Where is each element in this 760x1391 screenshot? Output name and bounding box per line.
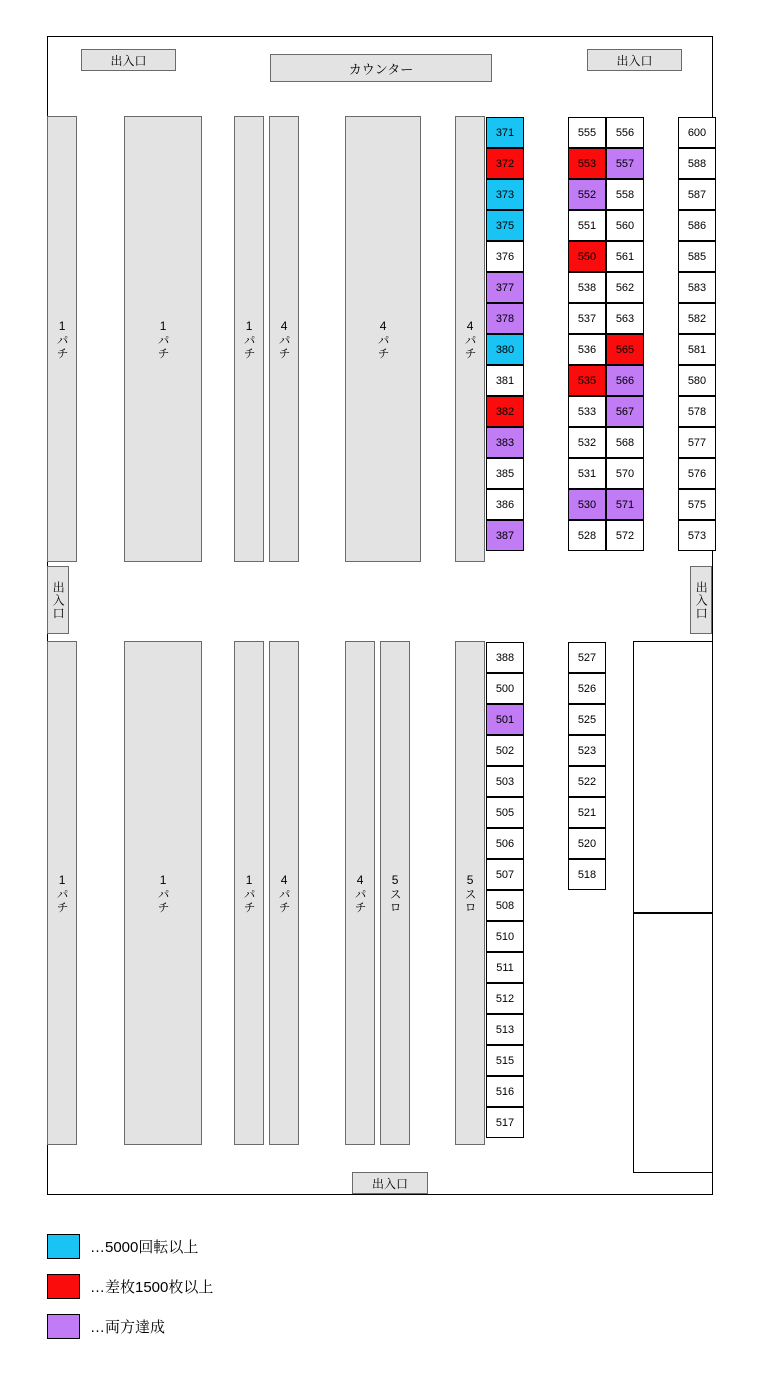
shelf-label: 4パチ: [463, 318, 478, 360]
machine-385[interactable]: 385: [486, 458, 524, 489]
shelf-top-5: [455, 116, 485, 562]
machine-522[interactable]: 522: [568, 766, 606, 797]
machine-521[interactable]: 521: [568, 797, 606, 828]
shelf-label: 4パチ: [277, 872, 292, 914]
machine-535[interactable]: 535: [568, 365, 606, 396]
machine-512[interactable]: 512: [486, 983, 524, 1014]
shelf-label: 1パチ: [55, 318, 70, 360]
machine-581[interactable]: 581: [678, 334, 716, 365]
shelf-label: 1パチ: [55, 872, 70, 914]
shelf-top-0: [47, 116, 77, 562]
shelf-label: 5スロ: [463, 872, 478, 914]
machine-566[interactable]: 566: [606, 365, 644, 396]
machine-560[interactable]: 560: [606, 210, 644, 241]
machine-587[interactable]: 587: [678, 179, 716, 210]
legend-label: …差枚1500枚以上: [90, 1278, 214, 1296]
machine-527[interactable]: 527: [568, 642, 606, 673]
machine-375[interactable]: 375: [486, 210, 524, 241]
shelf-top-3: [269, 116, 299, 562]
machine-578[interactable]: 578: [678, 396, 716, 427]
entrance-label: 出入口: [371, 1176, 408, 1191]
legend-swatch: [47, 1314, 80, 1339]
legend-swatch: [47, 1234, 80, 1259]
machine-582[interactable]: 582: [678, 303, 716, 334]
entrance-1[interactable]: [587, 49, 682, 71]
machine-561[interactable]: 561: [606, 241, 644, 272]
machine-510[interactable]: 510: [486, 921, 524, 952]
machine-586[interactable]: 586: [678, 210, 716, 241]
machine-600[interactable]: 600: [678, 117, 716, 148]
machine-380[interactable]: 380: [486, 334, 524, 365]
machine-556[interactable]: 556: [606, 117, 644, 148]
shelf-label: 5スロ: [388, 872, 403, 914]
machine-533[interactable]: 533: [568, 396, 606, 427]
machine-565[interactable]: 565: [606, 334, 644, 365]
entrance-label: 出入口: [616, 53, 653, 68]
machine-551[interactable]: 551: [568, 210, 606, 241]
machine-503[interactable]: 503: [486, 766, 524, 797]
machine-528[interactable]: 528: [568, 520, 606, 551]
machine-572[interactable]: 572: [606, 520, 644, 551]
machine-583[interactable]: 583: [678, 272, 716, 303]
machine-532[interactable]: 532: [568, 427, 606, 458]
machine-576[interactable]: 576: [678, 458, 716, 489]
shelf-bottom-6: [455, 641, 485, 1145]
machine-515[interactable]: 515: [486, 1045, 524, 1076]
machine-531[interactable]: 531: [568, 458, 606, 489]
machine-550[interactable]: 550: [568, 241, 606, 272]
entrance-0[interactable]: [81, 49, 176, 71]
machine-536[interactable]: 536: [568, 334, 606, 365]
entrance-label: 出入口: [110, 53, 147, 68]
legend-label: …両方達成: [90, 1318, 166, 1336]
machine-562[interactable]: 562: [606, 272, 644, 303]
machine-378[interactable]: 378: [486, 303, 524, 334]
machine-372[interactable]: 372: [486, 148, 524, 179]
shelf-top-4: [345, 116, 421, 562]
machine-570[interactable]: 570: [606, 458, 644, 489]
machine-505[interactable]: 505: [486, 797, 524, 828]
machine-553[interactable]: 553: [568, 148, 606, 179]
shelf-label: 1パチ: [156, 318, 171, 360]
legend-label: …5000回転以上: [90, 1238, 199, 1256]
machine-568[interactable]: 568: [606, 427, 644, 458]
machine-555[interactable]: 555: [568, 117, 606, 148]
machine-508[interactable]: 508: [486, 890, 524, 921]
counter-label: カウンター: [348, 61, 414, 77]
machine-381[interactable]: 381: [486, 365, 524, 396]
legend: [47, 1226, 447, 1346]
entrance-3[interactable]: [690, 566, 712, 634]
shelf-bottom-2: [234, 641, 264, 1145]
empty-area-1: [633, 913, 713, 1173]
machine-585[interactable]: 585: [678, 241, 716, 272]
machine-513[interactable]: 513: [486, 1014, 524, 1045]
legend-row-0: [47, 1226, 447, 1266]
entrance-4[interactable]: [352, 1172, 428, 1194]
machine-530[interactable]: 530: [568, 489, 606, 520]
machine-500[interactable]: 500: [486, 673, 524, 704]
machine-575[interactable]: 575: [678, 489, 716, 520]
entrance-label: 出入口: [694, 580, 709, 620]
machine-538[interactable]: 538: [568, 272, 606, 303]
entrance-2[interactable]: [47, 566, 69, 634]
machine-382[interactable]: 382: [486, 396, 524, 427]
legend-row-1: [47, 1266, 447, 1306]
shelf-label: 1パチ: [156, 872, 171, 914]
machine-388[interactable]: 388: [486, 642, 524, 673]
machine-371[interactable]: 371: [486, 117, 524, 148]
machine-501[interactable]: 501: [486, 704, 524, 735]
machine-558[interactable]: 558: [606, 179, 644, 210]
machine-563[interactable]: 563: [606, 303, 644, 334]
legend-row-2: [47, 1306, 447, 1346]
shelf-label: 4パチ: [353, 872, 368, 914]
machine-377[interactable]: 377: [486, 272, 524, 303]
machine-523[interactable]: 523: [568, 735, 606, 766]
shelf-bottom-4: [345, 641, 375, 1145]
machine-567[interactable]: 567: [606, 396, 644, 427]
machine-506[interactable]: 506: [486, 828, 524, 859]
machine-386[interactable]: 386: [486, 489, 524, 520]
machine-387[interactable]: 387: [486, 520, 524, 551]
shelf-top-1: [124, 116, 202, 562]
shelf-bottom-5: [380, 641, 410, 1145]
shelf-top-2: [234, 116, 264, 562]
machine-537[interactable]: 537: [568, 303, 606, 334]
machine-373[interactable]: 373: [486, 179, 524, 210]
shelf-bottom-3: [269, 641, 299, 1145]
machine-520[interactable]: 520: [568, 828, 606, 859]
machine-552[interactable]: 552: [568, 179, 606, 210]
machine-580[interactable]: 580: [678, 365, 716, 396]
machine-573[interactable]: 573: [678, 520, 716, 551]
machine-517[interactable]: 517: [486, 1107, 524, 1138]
machine-577[interactable]: 577: [678, 427, 716, 458]
counter: [270, 54, 492, 82]
shelf-label: 1パチ: [242, 872, 257, 914]
shelf-label: 1パチ: [242, 318, 257, 360]
empty-area-0: [633, 641, 713, 913]
machine-518[interactable]: 518: [568, 859, 606, 890]
machine-516[interactable]: 516: [486, 1076, 524, 1107]
shelf-label: 4パチ: [376, 318, 391, 360]
machine-383[interactable]: 383: [486, 427, 524, 458]
machine-502[interactable]: 502: [486, 735, 524, 766]
machine-376[interactable]: 376: [486, 241, 524, 272]
machine-557[interactable]: 557: [606, 148, 644, 179]
machine-507[interactable]: 507: [486, 859, 524, 890]
entrance-label: 出入口: [51, 580, 66, 620]
shelf-bottom-1: [124, 641, 202, 1145]
machine-588[interactable]: 588: [678, 148, 716, 179]
machine-526[interactable]: 526: [568, 673, 606, 704]
machine-511[interactable]: 511: [486, 952, 524, 983]
shelf-label: 4パチ: [277, 318, 292, 360]
machine-571[interactable]: 571: [606, 489, 644, 520]
shelf-bottom-0: [47, 641, 77, 1145]
legend-swatch: [47, 1274, 80, 1299]
machine-525[interactable]: 525: [568, 704, 606, 735]
